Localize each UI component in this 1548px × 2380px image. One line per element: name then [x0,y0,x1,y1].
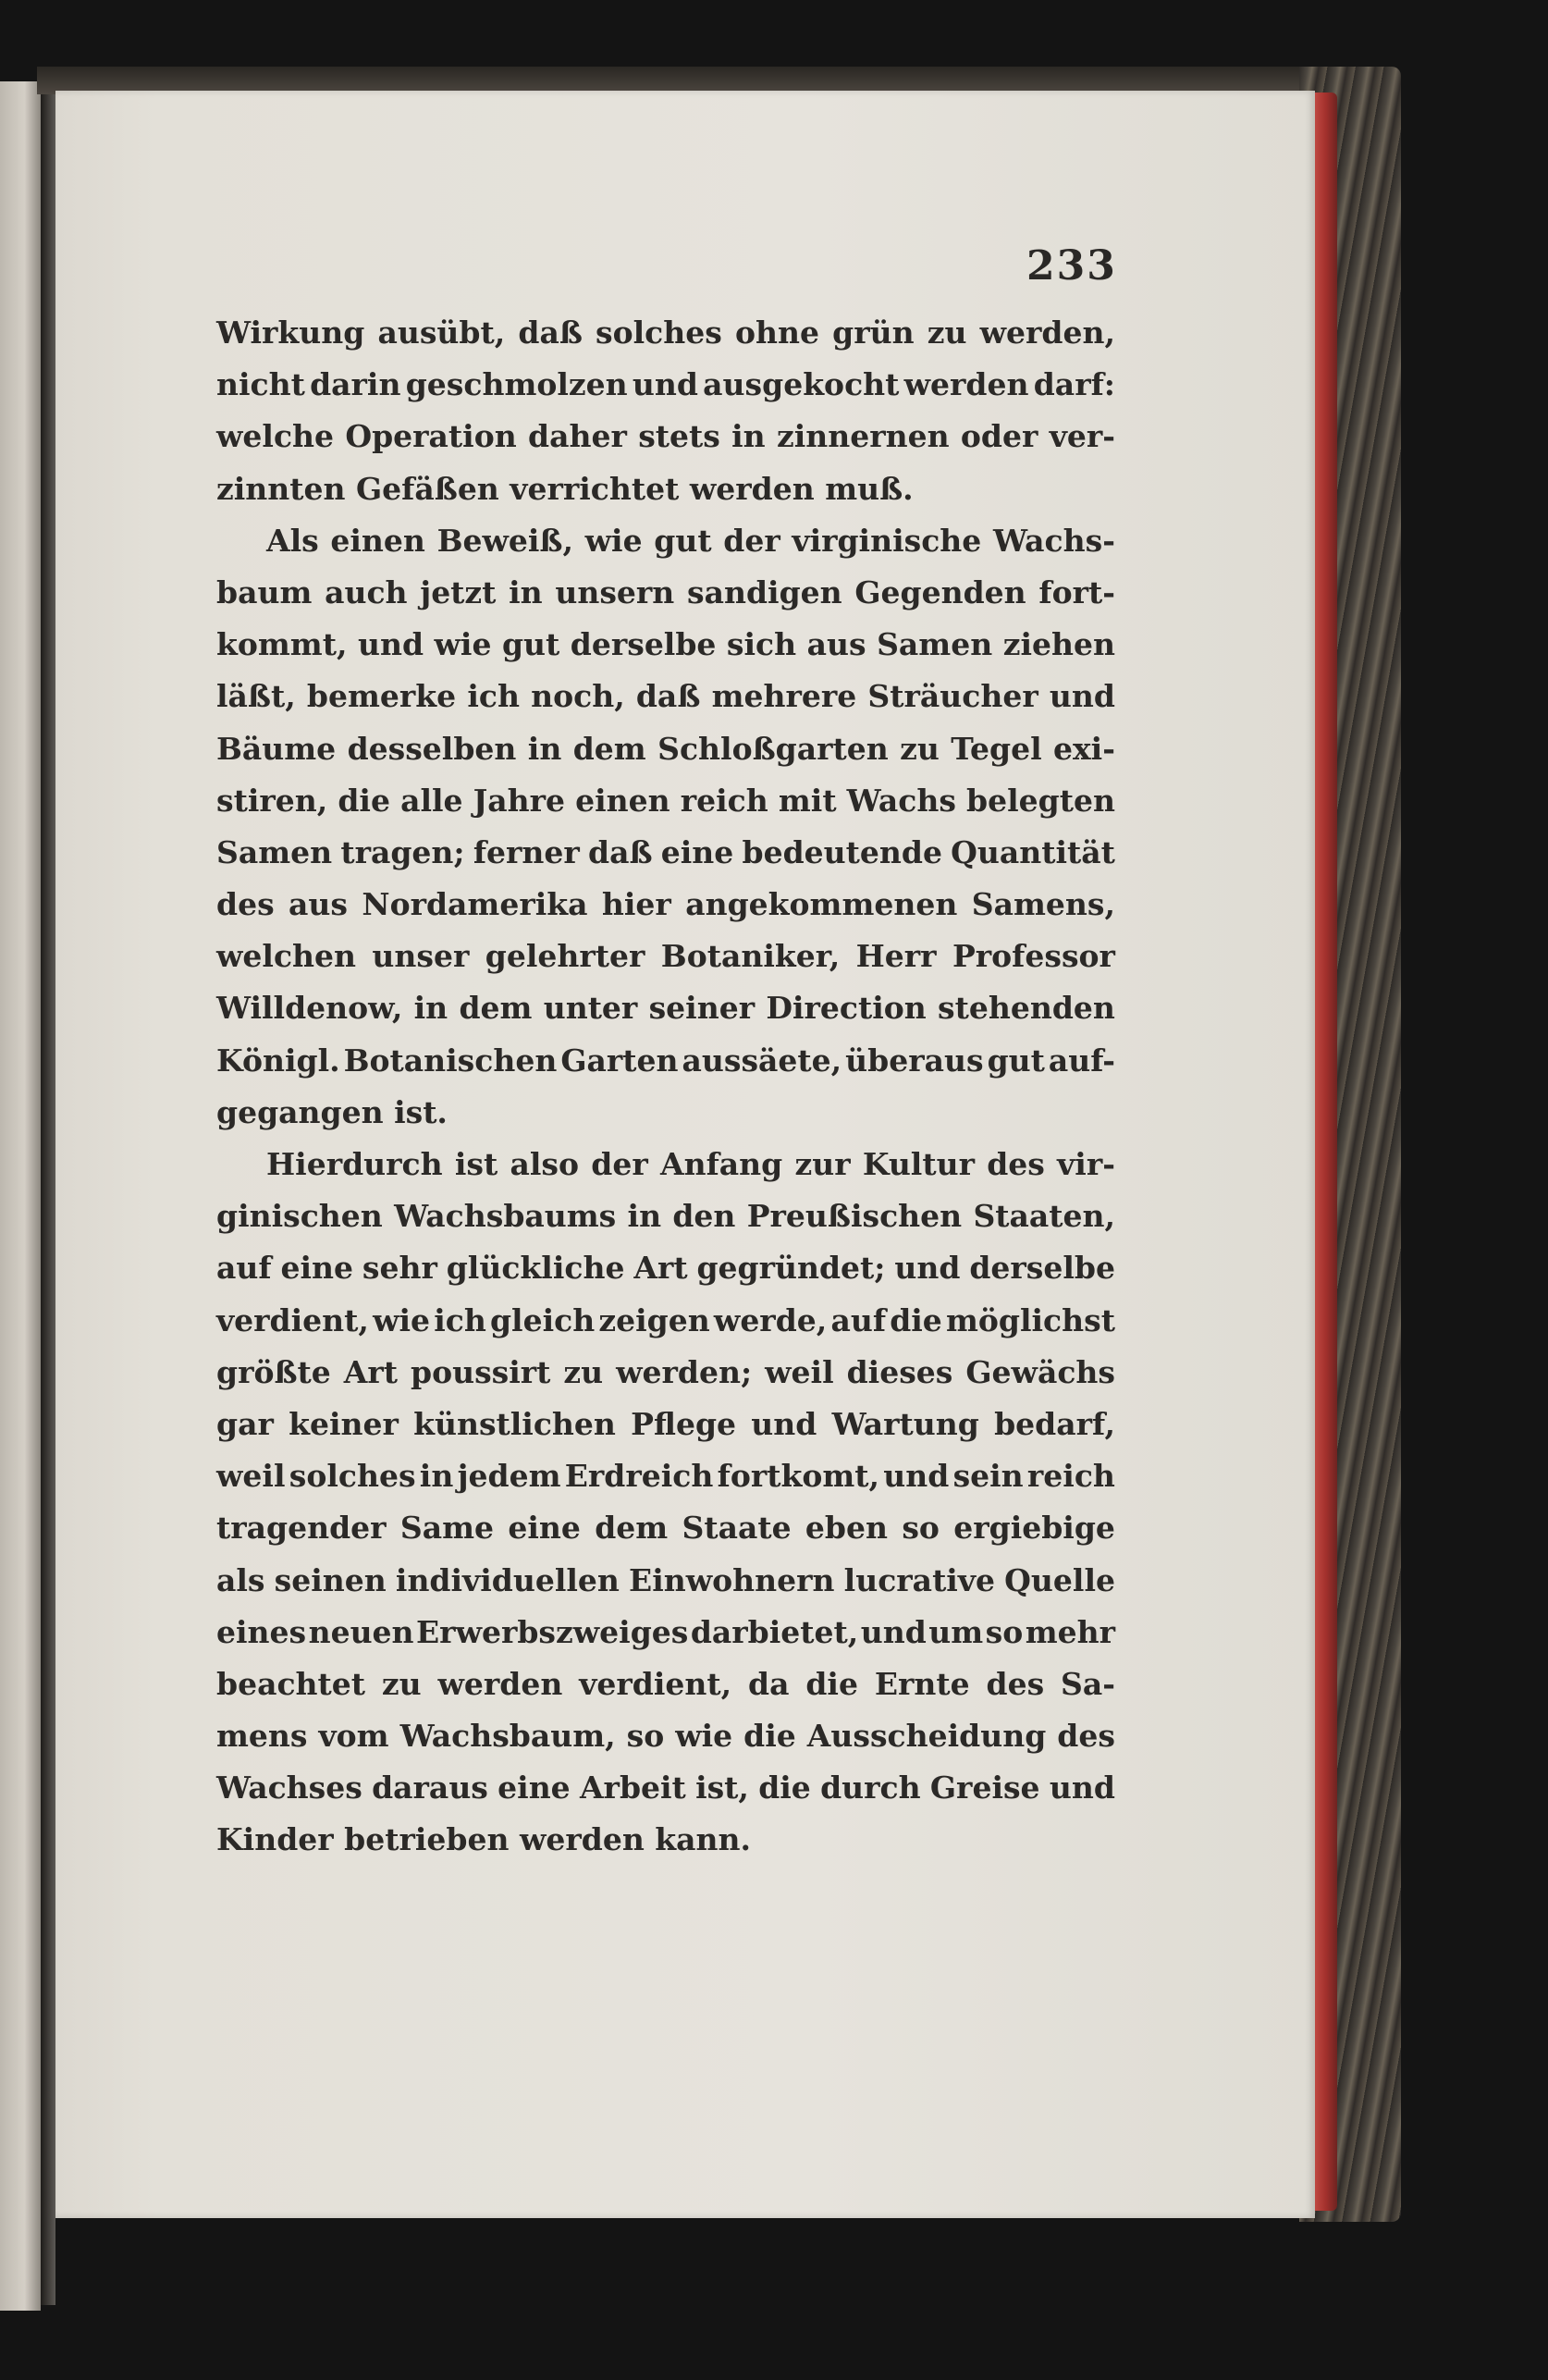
text-word: Einwohnern [629,1561,835,1598]
text-word: welchen [216,938,357,975]
text-line [216,463,1115,515]
text-word: Quantität [951,833,1115,870]
text-word: wie [675,1718,733,1755]
gutter-shadow [41,85,55,2305]
text-word: ginischen [216,1198,383,1235]
text-word: verrichtet [510,470,690,507]
text-word: fort- [1038,573,1115,610]
text-line [216,931,1115,982]
text-word: unser [372,938,470,975]
text-word: Gefäßen [355,470,510,507]
text-line [216,1502,1115,1554]
text-word: eines [216,1613,307,1650]
text-word: Preußischen [746,1198,963,1235]
text-word: und [357,626,424,663]
text-line [216,1814,1115,1866]
text-word: ich [467,678,520,715]
text-word: Wachs- [992,522,1115,559]
text-word: vir- [1057,1146,1115,1182]
text-word: desselben [347,730,517,767]
text-word: baum [216,573,313,610]
text-word: Samens, [971,886,1115,923]
text-word: tragen; [340,833,465,870]
text-word: überaus [845,1042,984,1079]
text-word: solches [596,314,722,351]
text-line [216,1710,1115,1762]
text-line [216,879,1115,931]
text-word: Willdenow, [216,990,403,1027]
text-word: ferner [473,833,580,870]
text-word: eben [805,1510,888,1547]
text-line [216,619,1115,671]
text-word: dieses [846,1353,953,1390]
text-word: und [883,1458,950,1495]
text-word: reich [680,782,768,819]
text-word: gut [654,522,712,559]
text-word: unter [543,990,638,1027]
text-word: werden [903,366,1029,403]
text-word: poussirt [411,1353,551,1390]
text-word: Schloßgarten [657,730,889,767]
text-word: Direction [766,990,927,1027]
text-line [216,671,1115,722]
text-word: Hierdurch [266,1146,443,1182]
text-word: gegründet; [696,1250,886,1287]
text-word: darin [310,366,401,403]
text-word: ist [454,1146,498,1182]
text-word: daß [635,678,701,715]
text-word: derselbe [570,626,717,663]
text-word: tragender [216,1510,387,1547]
text-word: kann. [655,1821,752,1858]
text-word: die [743,1718,796,1755]
text-word: Staaten, [973,1198,1115,1235]
text-word: darbietet, [690,1613,859,1650]
text-word: beachtet [216,1665,366,1702]
text-word: auf [216,1250,272,1287]
text-word: ausübt, [377,314,506,351]
page-number: 233 [1026,242,1117,290]
text-word: Erdreich [564,1458,714,1495]
text-word: Samen [216,833,333,870]
text-word: der [591,1146,648,1182]
text-word: welche [216,418,335,455]
text-word: wie [584,522,643,559]
text-word: ist. [394,1093,448,1130]
text-word: eine [280,1250,353,1287]
text-word: vom [318,1718,389,1755]
text-word: werde, [713,1301,828,1338]
text-word: zinnten [216,470,356,507]
text-word: aussäete, [682,1042,842,1079]
text-word: sandigen [687,573,842,610]
text-word: in [509,573,543,610]
text-word: Art [633,1250,688,1287]
text-word: des [1057,1718,1115,1755]
text-word: fortkomt, [717,1458,879,1495]
text-word: ziehen [1002,626,1115,663]
text-word: werden, [979,314,1115,351]
text-word: möglichst [945,1301,1115,1338]
text-word: bedeutende [742,833,942,870]
text-word: werden [519,1821,656,1858]
text-line [216,723,1115,775]
text-line [216,1242,1115,1294]
text-line [216,775,1115,827]
text-word: in [413,990,448,1027]
text-word: exi- [1053,730,1115,767]
text-word: sein [952,1458,1024,1495]
text-word: eine [508,1510,581,1547]
text-line [216,515,1115,567]
text-word: Art [343,1353,399,1390]
text-word: unsern [555,573,675,610]
text-word: seinen [274,1561,387,1598]
text-word: Gegenden [854,573,1026,610]
text-word: sehr [362,1250,437,1287]
text-word: Wachs [846,782,956,819]
text-word: Wartung [831,1405,979,1442]
text-word: mens [216,1718,308,1755]
text-word: reich [1026,1458,1115,1495]
text-word: ergiebige [953,1510,1115,1547]
text-word: bemerke [306,678,457,715]
text-word: wie [434,626,492,663]
text-word: aus [806,626,866,663]
text-word: Sträucher [867,678,1038,715]
text-word: jedem [457,1458,561,1495]
text-word: kommt, [216,626,348,663]
text-word: werden [437,1665,563,1702]
text-word: Tegel [951,730,1042,767]
text-word: oder [960,418,1038,455]
text-word: Pflege [631,1405,737,1442]
text-word: so [985,1613,1024,1650]
text-line [216,1347,1115,1399]
text-word: verdient, [216,1301,369,1338]
text-word: Botanischen [343,1042,558,1079]
text-word: seiner [648,990,756,1027]
text-word: Erwerbszweiges [416,1613,689,1650]
text-word: den [672,1198,736,1235]
text-line [216,1762,1115,1814]
text-word: zinnernen [776,418,950,455]
text-word: ver- [1049,418,1115,455]
text-word: die [338,782,390,819]
text-word: virginische [792,522,982,559]
text-word: mehrere [711,678,857,715]
text-word: stiren, [216,782,328,819]
text-word: und [894,1250,961,1287]
text-word: einen [575,782,670,819]
text-word: des [987,1146,1045,1182]
text-word: ohne [734,314,819,351]
text-word: daß [588,833,653,870]
text-word: auf- [1048,1042,1115,1079]
text-word: Botaniker, [660,938,841,975]
text-word: als [216,1561,265,1598]
text-word: Ernte [874,1665,970,1702]
text-word: daß [518,314,583,351]
text-line [216,567,1115,619]
text-word: ist, [695,1770,749,1807]
text-word: Professor [952,938,1115,975]
text-line [216,1607,1115,1659]
text-word: dem [572,730,646,767]
text-word: in [527,730,562,767]
text-word: jetzt [420,573,497,610]
text-word: Königl. [216,1042,340,1079]
text-word: Jahre [473,782,565,819]
text-word: Wachsbaum, [399,1718,616,1755]
text-word: Kultur [862,1146,975,1182]
text-word: der [723,522,780,559]
text-word: Wirkung [216,314,365,351]
text-word: auch [325,573,408,610]
text-line [216,1555,1115,1607]
text-word: werden [689,470,826,507]
text-word: stehenden [938,990,1115,1027]
text-word: Same [399,1510,494,1547]
text-word: zeigen [598,1301,710,1338]
red-page-edge [1311,92,1337,2211]
text-word: und [1049,678,1115,715]
text-word: keiner [289,1405,399,1442]
text-word: Nordamerika [362,886,588,923]
text-word: da [748,1665,790,1702]
text-word: ich [434,1301,486,1338]
text-word: die [890,1301,942,1338]
text-word: dem [595,1510,669,1547]
text-word: ausgekocht [703,366,900,403]
text-line [216,1087,1115,1139]
text-word: in [419,1458,454,1495]
text-word: zu [381,1665,422,1702]
text-word: gleich [489,1301,596,1338]
text-word: betrieben [344,1821,520,1858]
text-word: in [731,418,766,455]
text-line [216,359,1115,411]
text-word: geschmolzen [405,366,628,403]
text-word: Herr [855,938,937,975]
text-line [216,307,1115,359]
text-word: wie [373,1301,431,1338]
body-text [216,307,1115,1867]
text-word: Bäume [216,730,337,767]
text-line [216,411,1115,462]
text-word: sich [726,626,797,663]
text-word: größte [216,1353,331,1390]
text-word: zu [900,730,940,767]
text-word: darf: [1033,366,1115,403]
text-word: Garten [560,1042,679,1079]
text-word: weil [765,1353,834,1390]
text-word: grün [832,314,915,351]
text-word: zu [927,314,967,351]
text-word: Operation [345,418,517,455]
text-word: weil [216,1458,286,1495]
text-word: angekommenen [685,886,958,923]
text-word: individuellen [395,1561,620,1598]
text-word: Sa- [1061,1665,1115,1702]
text-word: stets [638,418,720,455]
text-word: Staate [682,1510,792,1547]
text-word: und [751,1405,817,1442]
text-word: belegten [966,782,1115,819]
text-word: des [216,886,275,923]
text-word: also [510,1146,580,1182]
text-word: bedarf, [994,1405,1115,1442]
text-word: gut [501,626,560,663]
text-word: hier [601,886,671,923]
text-word: die [758,1770,811,1807]
text-word: mit [778,782,837,819]
text-line [216,1139,1115,1190]
text-word: solches [289,1458,416,1495]
text-line [216,1399,1115,1450]
text-word: Quelle [1004,1561,1115,1598]
text-word: Beweiß, [436,522,573,559]
text-word: verdient, [579,1665,732,1702]
text-word: einen [330,522,425,559]
text-word: so [626,1718,665,1755]
text-line [216,1190,1115,1242]
text-word: künstlichen [413,1405,616,1442]
text-word: gut [987,1042,1045,1079]
text-word: Samen [877,626,993,663]
text-line [216,1450,1115,1502]
text-word: die [805,1665,858,1702]
text-word: Als [266,522,319,559]
text-word: eine [498,1770,571,1807]
text-word: Wachsbaums [394,1198,617,1235]
text-line [216,1659,1115,1710]
text-word: des [986,1665,1045,1702]
text-word: läßt, [216,678,296,715]
text-word: derselbe [969,1250,1115,1287]
text-word: muß. [825,470,914,507]
text-word: Kinder [216,1821,345,1858]
text-word: um [928,1613,984,1650]
text-word: werden; [616,1353,753,1390]
text-word: gegangen [216,1093,395,1130]
text-word: in [627,1198,662,1235]
text-word: gar [216,1405,274,1442]
text-line [216,1295,1115,1347]
text-word: zur [794,1146,851,1182]
text-word: Wachses [216,1770,362,1807]
text-word: alle [400,782,463,819]
text-word: dem [459,990,533,1027]
text-word: glückliche [446,1250,625,1287]
text-word: Gewächs [965,1353,1115,1390]
text-word: Anfang [659,1146,783,1182]
text-word: so [902,1510,940,1547]
text-word: mehr [1025,1613,1115,1650]
text-line [216,982,1115,1034]
text-word: Ausscheidung [806,1718,1047,1755]
text-word: neuen [308,1613,414,1650]
text-word: auf [830,1301,887,1338]
text-word: und [1049,1770,1115,1807]
text-word: durch [820,1770,921,1807]
text-word: Greise [929,1770,1040,1807]
text-word: eine [660,833,734,870]
text-word: daher [528,418,627,455]
text-word: aus [289,886,349,923]
text-word: nicht [216,366,305,403]
text-line [216,827,1115,879]
text-word: lucrative [843,1561,996,1598]
text-line [216,1035,1115,1087]
text-word: Arbeit [579,1770,686,1807]
facing-page-edge [0,81,41,2311]
text-word: und [860,1613,927,1650]
text-word: gelehrter [485,938,645,975]
text-word: und [632,366,698,403]
text-word: zu [563,1353,604,1390]
text-word: noch, [531,678,625,715]
text-word: daraus [372,1770,488,1807]
